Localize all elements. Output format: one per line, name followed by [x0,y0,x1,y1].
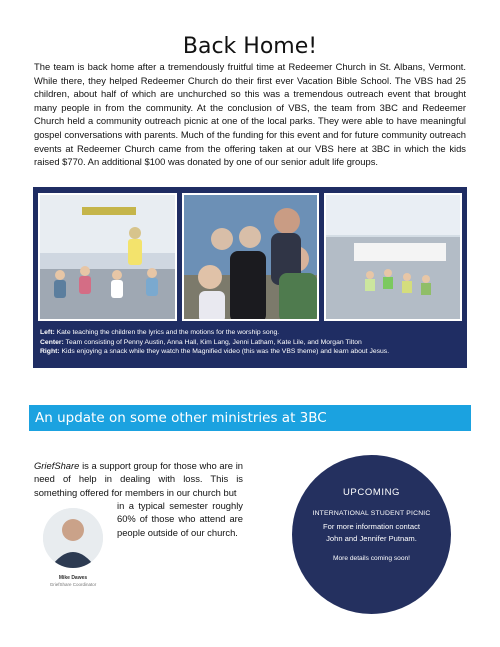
caption-left-label: Left: [40,329,55,336]
upcoming-note: More details coming soon! [333,555,410,562]
upcoming-contact-names: John and Jennifer Putnam. [326,534,417,543]
griefshare-name: GriefShare [34,460,80,471]
intro-paragraph: The team is back home after a tremendously fruitful time at Redeemer Church in St. Albans, Vermont. While there, they helped Redeemer Church do their first ever Vacation Bible School. The VBS had 25 children, about half of which are unchurched so this was a tremendous outreach event that brought many people in from the community. At the conclusion of VBS, the team from 3BC and Redeemer Church held a community outreach picnic at one of the local parks. They were able to have meaningful gospel conversations with parents. Much of the funding for this event and for future community outreach events at Redeemer Church came from the offering taken at our VBS here at 3BC in which the kids raised $770. An additional $100 was donated by one of our senior adult life groups. [34,61,466,168]
griefshare-description-continued: in a typical semester roughly 60% of those who attend are people outside of our church. [117,500,243,538]
caption-center [40,338,464,348]
photo-caption [40,328,464,357]
snack-photo [324,193,462,321]
caption-center-text: Team consisting of Penny Austin, Anna Hall, Kim Lang, Jenni Latham, Kate Lile, and Morgan Tilton [63,338,362,346]
coordinator-name: Mike Dawes [58,575,88,581]
caption-left-text: Kate teaching the children the lyrics and the motions for the worship song. [54,329,280,336]
team-photo [182,193,319,321]
griefshare-description [34,459,243,499]
ministries-section-heading: An update on some other ministries at 3BC [29,405,471,431]
upcoming-heading: UPCOMING [342,487,401,498]
page-title: Back Home! [182,34,318,59]
coordinator-avatar [43,508,103,568]
caption-center-label: Center: [40,338,64,346]
upcoming-contact-line: For more information contact [322,522,421,531]
upcoming-circle [292,455,451,614]
caption-right-label: Right: [40,348,60,356]
photo-panel [33,187,467,368]
caption-right-text: Kids enjoying a snack while they watch the Magnified video (this was the VBS theme) and learn about Jesus. [59,348,390,356]
coordinator-role: GriefShare Coordinator [49,582,97,587]
caption-right [40,347,464,357]
upcoming-event-title: INTERNATIONAL STUDENT PICNIC [312,510,431,517]
vbs-worship-photo [38,193,177,321]
griefshare-text-part1: is a support group for those who are in need of help in dealing with loss. This is something offered for members in our church but [34,460,243,498]
caption-left [40,328,464,338]
